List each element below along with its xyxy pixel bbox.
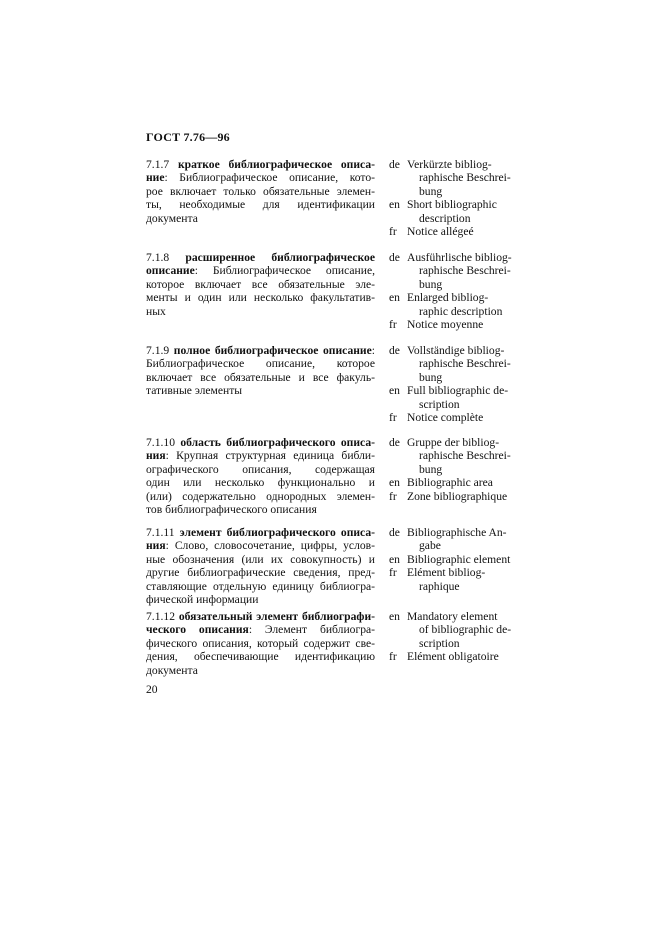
language-code: de: [389, 526, 400, 539]
term-name: ние: [146, 171, 165, 185]
term-number: 7.1.11: [146, 526, 175, 539]
equivalent-term: [407, 650, 529, 663]
equivalent-line: Bibliographische An-: [407, 526, 507, 539]
equivalent-line: Verkürzte bibliog-: [407, 158, 492, 171]
definition-line: [146, 291, 375, 304]
definition-line: [146, 539, 375, 552]
language-code: en: [389, 552, 400, 566]
term-name: элемент библиографического описа-: [179, 526, 375, 539]
equivalent-de: [389, 158, 529, 198]
equivalent-line: Notice moyenne: [407, 318, 484, 332]
document-header: ГОСТ 7.76—96: [146, 130, 230, 144]
definition-line: [146, 344, 375, 357]
definition-text: ографического описания, содержащая: [146, 462, 375, 476]
definition-text: : Библиографическое описание,: [194, 264, 375, 278]
equivalent-line: scription: [419, 636, 460, 650]
equivalent-line: Vollständige bibliog-: [407, 344, 505, 357]
language-code: fr: [389, 411, 397, 425]
equivalent-line: bung: [419, 370, 443, 384]
definition-text: : Слово, словосочетание, цифры, услов-: [165, 539, 375, 553]
definition-text: : Крупная структурная единица библи-: [165, 449, 375, 463]
equivalent-line: Mandatory element: [407, 610, 498, 623]
definition-text: тов библиографического описания: [146, 503, 317, 517]
equivalent-line: Full bibliographic de-: [407, 384, 509, 398]
equivalent-fr: [389, 225, 529, 238]
definition-text: другие библиографические сведения, пред-: [146, 566, 375, 580]
equivalent-line: raphic description: [419, 304, 503, 318]
definition-line: [146, 171, 375, 184]
term-number: 7.1.8: [146, 251, 170, 264]
equivalent-term: [407, 490, 529, 503]
definition-text: Библиографическое описание, которое: [146, 357, 375, 371]
language-code: en: [389, 476, 400, 490]
foreign-equivalents: [389, 610, 529, 664]
language-code: de: [389, 344, 400, 357]
definition-text: включает все обязательные и все факуль-: [146, 370, 375, 384]
term-number: 7.1.9: [146, 344, 170, 357]
definition-line: [146, 580, 375, 593]
definition-text: которое включает все обязательные эле-: [146, 277, 375, 291]
definition-line: [146, 185, 375, 198]
definition-line: [146, 449, 375, 462]
equivalent-term: [407, 291, 529, 318]
language-code: fr: [389, 225, 397, 239]
definition-line: [146, 637, 375, 650]
term-name: краткое библиографическое описа-: [177, 158, 375, 171]
definition-line: [146, 503, 375, 516]
equivalent-en: [389, 384, 529, 411]
equivalent-line: Bibliographic area: [407, 476, 493, 490]
definition-line: [146, 251, 375, 264]
equivalent-line: raphische Beschrei-: [419, 357, 511, 371]
equivalent-fr: [389, 650, 529, 663]
equivalent-line: Enlarged bibliog-: [407, 291, 489, 305]
definition-text: ные обозначения (или их совокупность) и: [146, 552, 375, 566]
term-definition: [146, 344, 375, 398]
equivalent-term: [407, 344, 529, 384]
language-code: fr: [389, 650, 397, 664]
definition-line: [146, 278, 375, 291]
equivalent-line: of bibliographic de-: [419, 623, 512, 637]
equivalent-de: [389, 526, 529, 553]
definition-text: рое включает только обязательные элемен-: [146, 184, 375, 198]
foreign-equivalents: [389, 526, 529, 593]
equivalent-line: Elément bibliog-: [407, 566, 486, 580]
equivalent-en: [389, 610, 529, 650]
definition-line: [146, 357, 375, 370]
foreign-equivalents: [389, 158, 529, 238]
term-name: ческого описания: [146, 623, 249, 637]
term-name: описание: [146, 264, 195, 278]
definition-text: ставляющие отдельную единицу библиогра-: [146, 579, 375, 593]
definition-text: тативные элементы: [146, 384, 243, 398]
definition-text: фического описания, который содержит све-: [146, 636, 375, 650]
definition-line: [146, 593, 375, 606]
definition-text: менты и один или несколько факультатив-: [146, 291, 375, 305]
equivalent-term: [407, 225, 529, 238]
term-number: 7.1.7: [146, 158, 170, 171]
equivalent-line: bung: [419, 277, 443, 291]
term-name: полное библиографическое описание: [173, 344, 372, 357]
equivalent-en: [389, 198, 529, 225]
equivalent-term: [407, 158, 529, 198]
equivalent-term: [407, 318, 529, 331]
equivalent-line: Zone bibliographique: [407, 489, 508, 503]
equivalent-line: raphische Beschrei-: [419, 449, 511, 463]
equivalent-term: [407, 198, 529, 225]
equivalent-de: [389, 344, 529, 384]
definition-text: :: [371, 344, 375, 357]
equivalent-fr: [389, 411, 529, 424]
definition-line: [146, 384, 375, 397]
equivalent-line: Ausführlische bibliog-: [407, 251, 512, 264]
term-name: ния: [146, 449, 166, 463]
language-code: de: [389, 436, 400, 449]
page-number: 20: [146, 683, 158, 696]
definition-line: [146, 623, 375, 636]
equivalent-line: Notice complète: [407, 411, 484, 425]
term-name: область библиографического описа-: [180, 436, 375, 449]
definition-line: [146, 610, 375, 623]
definition-line: [146, 463, 375, 476]
equivalent-term: [407, 526, 529, 553]
definition-text: ты, необходимые для идентификации: [146, 198, 375, 212]
term-name: ния: [146, 539, 166, 553]
equivalent-de: [389, 251, 529, 291]
equivalent-term: [407, 436, 529, 476]
language-code: en: [389, 291, 400, 305]
equivalent-term: [407, 610, 529, 650]
language-code: fr: [389, 566, 397, 580]
definition-text: дения, обеспечивающие идентификацию: [146, 650, 375, 664]
equivalent-line: bung: [419, 462, 443, 476]
definition-line: [146, 664, 375, 677]
equivalent-line: raphische Beschrei-: [419, 264, 511, 278]
definition-line: [146, 158, 375, 171]
equivalent-line: raphische Beschrei-: [419, 171, 511, 185]
term-definition: [146, 610, 375, 677]
foreign-equivalents: [389, 436, 529, 503]
term-definition: [146, 251, 375, 318]
equivalent-term: [407, 251, 529, 291]
definition-line: [146, 553, 375, 566]
definition-line: [146, 212, 375, 225]
definition-text: (или) содержательно однородных элемен-: [146, 489, 375, 503]
term-number: 7.1.10: [146, 436, 175, 449]
equivalent-line: scription: [419, 397, 460, 411]
term-name: обязательный элемент библиографи-: [178, 610, 375, 623]
language-code: de: [389, 158, 400, 171]
language-code: de: [389, 251, 400, 264]
term-number: 7.1.12: [146, 610, 175, 623]
term-definition: [146, 158, 375, 225]
definition-text: фической информации: [146, 593, 259, 607]
equivalent-en: [389, 553, 529, 566]
equivalent-term: [407, 384, 529, 411]
foreign-equivalents: [389, 251, 529, 331]
definition-line: [146, 650, 375, 663]
equivalent-term: [407, 411, 529, 424]
equivalent-line: description: [419, 211, 471, 225]
equivalent-fr: [389, 490, 529, 503]
language-code: en: [389, 384, 400, 398]
foreign-equivalents: [389, 344, 529, 424]
definition-text: документа: [146, 211, 198, 225]
definition-line: [146, 566, 375, 579]
equivalent-en: [389, 476, 529, 489]
equivalent-term: [407, 566, 529, 593]
language-code: fr: [389, 489, 397, 503]
term-definition: [146, 436, 375, 516]
definition-text: : Элемент библиогра-: [248, 623, 376, 637]
equivalent-term: [407, 553, 529, 566]
equivalent-line: Elément obligatoire: [407, 650, 499, 664]
equivalent-fr: [389, 566, 529, 593]
language-code: fr: [389, 318, 397, 332]
equivalent-line: Short bibliographic: [407, 198, 497, 212]
term-name: расширенное библиографическое: [185, 251, 375, 264]
equivalent-term: [407, 476, 529, 489]
equivalent-de: [389, 436, 529, 476]
definition-text: документа: [146, 663, 198, 677]
equivalent-line: Notice allégeé: [407, 225, 474, 239]
language-code: en: [389, 198, 400, 212]
equivalent-en: [389, 291, 529, 318]
term-definition: [146, 526, 375, 606]
definition-line: [146, 476, 375, 489]
equivalent-line: Gruppe der bibliog-: [407, 436, 500, 449]
definition-line: [146, 264, 375, 277]
definition-line: [146, 371, 375, 384]
definition-line: [146, 436, 375, 449]
equivalent-fr: [389, 318, 529, 331]
equivalent-line: Bibliographic element: [407, 552, 511, 566]
definition-line: [146, 198, 375, 211]
definition-text: один или несколько функционально и: [146, 476, 375, 490]
language-code: en: [389, 610, 400, 623]
definition-line: [146, 490, 375, 503]
definition-line: [146, 305, 375, 318]
definition-text: ных: [146, 304, 166, 318]
definition-line: [146, 526, 375, 539]
equivalent-line: raphique: [419, 579, 460, 593]
equivalent-line: gabe: [419, 539, 441, 553]
definition-text: : Библиографическое описание, кото-: [164, 171, 375, 185]
equivalent-line: bung: [419, 184, 443, 198]
